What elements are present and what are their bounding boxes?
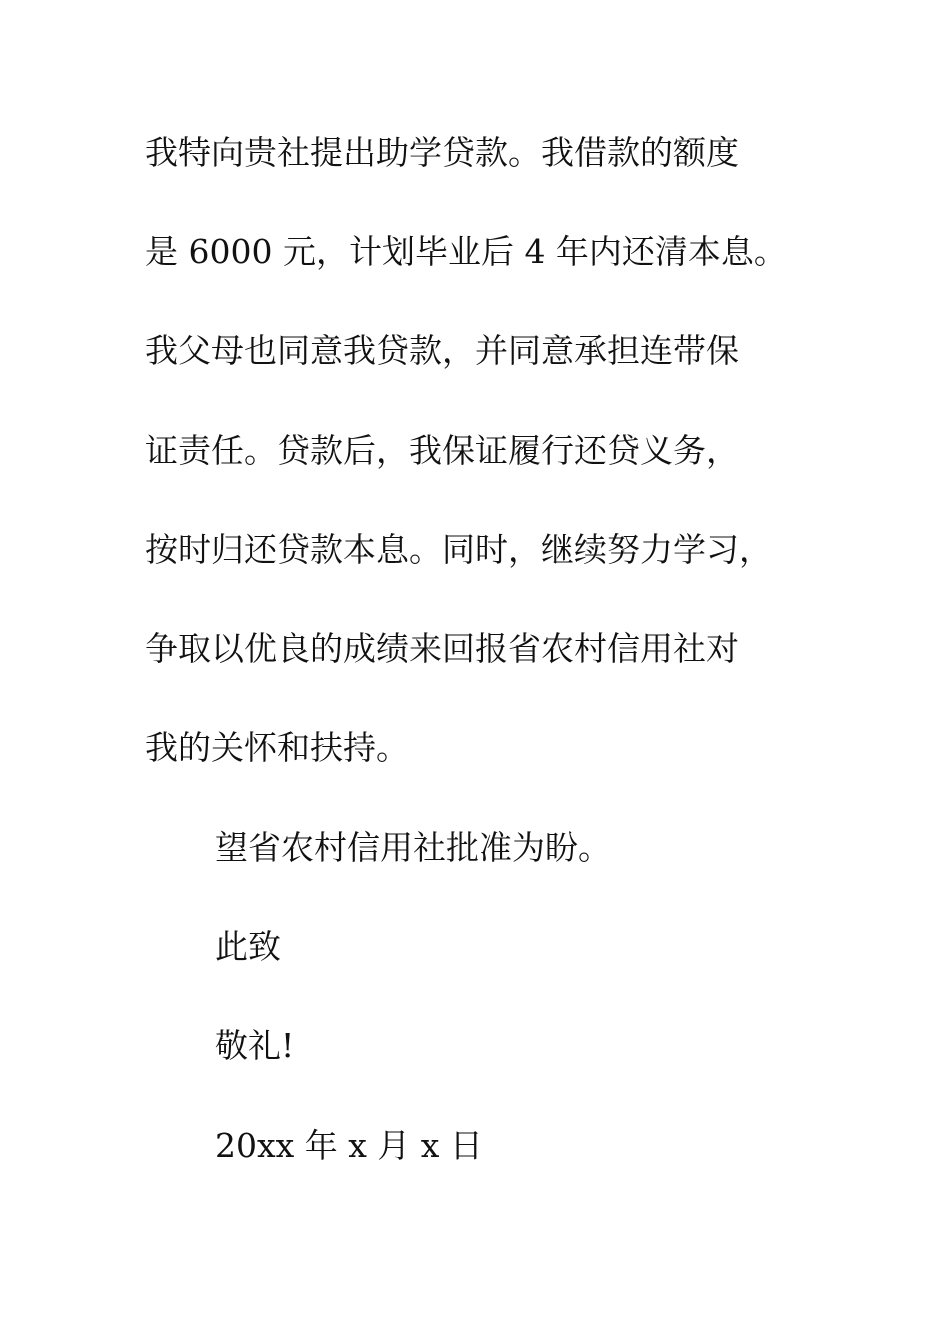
paragraph-line-3: 我父母也同意我贷款，并同意承担连带保 (145, 331, 739, 370)
closing-request: 望省农村信用社批准为盼。 (215, 828, 611, 867)
salutation-jing-li: 敬礼! (215, 1026, 295, 1065)
paragraph-line-1: 我特向贵社提出助学贷款。我借款的额度 (145, 133, 739, 172)
salutation-ci-zhi: 此致 (215, 927, 281, 966)
paragraph-line-7: 我的关怀和扶持。 (145, 728, 409, 767)
paragraph-line-6: 争取以优良的成绩来回报省农村信用社对 (145, 629, 739, 668)
paragraph-line-2: 是 6000 元，计划毕业后 4 年内还清本息。 (145, 232, 787, 271)
paragraph-line-4: 证责任。贷款后，我保证履行还贷义务， (145, 431, 739, 470)
date-line: 20xx 年 x 月 x 日 (215, 1126, 483, 1165)
paragraph-line-5: 按时归还贷款本息。同时，继续努力学习， (145, 530, 772, 569)
